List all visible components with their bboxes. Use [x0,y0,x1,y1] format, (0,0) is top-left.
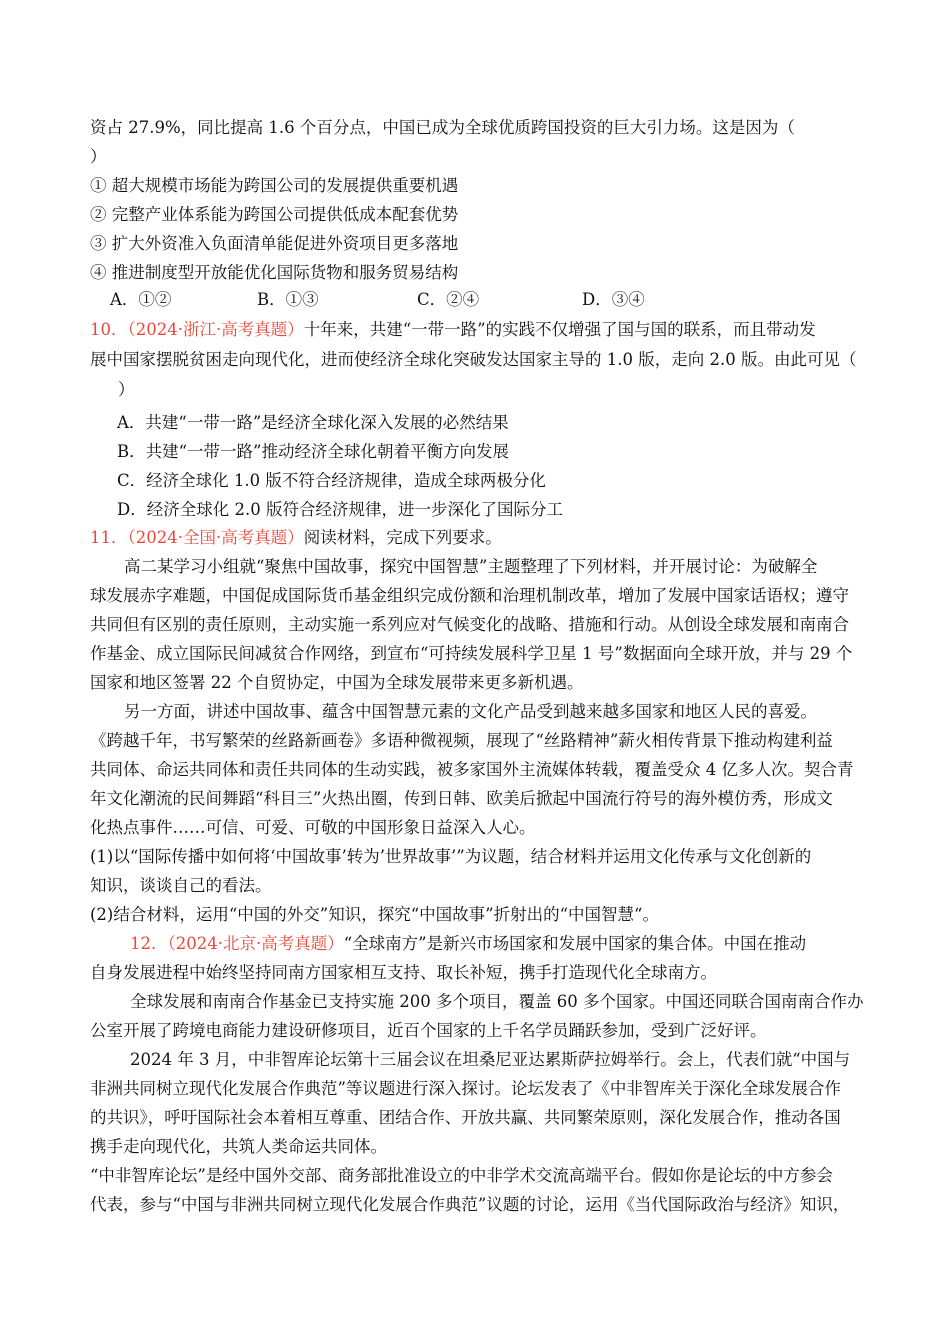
q11-para1-line1: 高二某学习小组就“聚焦中国故事，探究中国智慧”主题整理了下列材料，并开展讨论：为破解全 [124,557,818,576]
q11-para2-line3: 共同体、命运共同体和责任共同体的生动实践，被多家国外主流媒体转载，覆盖受众 4 亿多人次。契合青 [90,760,854,779]
q12-para3-line3: 的共识》，呼吁国际社会本着相互尊重、团结合作、开放共赢、共同繁荣原则，深化发展合作，推动各国 [90,1108,841,1127]
q11-req1-line2: 知识，谈谈自己的看法。 [90,876,272,895]
q9-option-d: D．③④ [582,290,645,309]
q9-item-1: ① 超大规模市场能为跨国公司的发展提供重要机遇 [90,176,459,195]
q10-number: 10． [90,320,128,339]
q11-source: （2024·全国·高考真题） [127,528,304,547]
q11-para2-line4: 年文化潮流的民间舞蹈“科目三”火热出圈，传到日韩、欧美后掀起中国流行符号的海外模仿秀，形成文 [90,789,833,808]
q11-para2-line1: 另一方面，讲述中国故事、蕴含中国智慧元素的文化产品受到越来越多国家和地区人民的喜爱。 [124,702,817,721]
q12-number: 12． [130,934,168,953]
q11-para1-line4: 作基金、成立国际民间减贫合作网络，到宣布“可持续发展科学卫星 1 号”数据面向全球开放，并与 29 个 [90,644,853,663]
q12-para4-line2: 代表，参与“中国与非洲共同树立现代化发展合作典范”议题的讨论，运用《当代国际政治与经济》知识， [90,1195,850,1214]
q10-stem-line3: ） [118,380,135,399]
q11-number: 11． [90,528,128,547]
q11-para1-line5: 国家和地区签署 22 个自贸协定，中国为全球发展带来更多新机遇。 [90,673,584,692]
q10-stem-line1: 十年来，共建“一带一路”的实践不仅增强了国与国的联系，而且带动发 [303,320,816,339]
q9-item-4: ④ 推进制度型开放能优化国际货物和服务贸易结构 [90,263,459,282]
q10-header [90,320,816,340]
q9-option-c: C．②④ [417,290,480,309]
q11-stem: 阅读材料，完成下列要求。 [303,528,502,547]
q11-para1-line2: 球发展赤字难题，中国促成国际货币基金组织完成份额和治理机制改革，增加了发展中国家话语权；遵守 [90,586,849,605]
q12-para4-line1: “中非智库论坛”是经中国外交部、商务部批准设立的中非学术交流高端平台。假如你是论坛的中方参会 [90,1166,833,1185]
q12-stem-line2: 自身发展进程中始终坚持同南方国家相互支持、取长补短，携手打造现代化全球南方。 [90,963,717,982]
q10-option-d: D．经济全球化 2.0 版符合经济规律，进一步深化了国际分工 [117,500,563,519]
q12-para3-line2: 非洲共同树立现代化发展合作典范”等议题进行深入探讨。论坛发表了《中非智库关于深化全球发展合作 [90,1079,841,1098]
q11-para2-line5: 化热点事件……可信、可爱、可敬的中国形象日益深入人心。 [90,818,536,837]
q9-stem-line2: ） [90,147,107,166]
q12-para3-line4: 携手走向现代化，共筑人类命运共同体。 [90,1137,387,1156]
q9-stem-line1: 资占 27.9%，同比提高 1.6 个百分点，中国已成为全球优质跨国投资的巨大引力场。这是因为（ [90,118,795,137]
q9-item-3: ③ 扩大外资准入负面清单能促进外资项目更多落地 [90,234,459,253]
q11-para2-line2: 《跨越千年，书写繁荣的丝路新画卷》多语种微视频，展现了“丝路精神”薪火相传背景下推动构建利益 [90,731,833,750]
q9-item-2: ② 完整产业体系能为跨国公司提供低成本配套优势 [90,205,459,224]
q12-para2-line1: 全球发展和南南合作基金已支持实施 200 多个项目，覆盖 60 多个国家。中国还同联合国南南合作办 [130,992,864,1011]
q11-req2: (2)结合材料，运用“中国的外交”知识，探究“中国故事”折射出的“中国智慧“。 [90,905,659,924]
q9-option-b: B．①③ [257,290,319,309]
q10-option-c: C．经济全球化 1.0 版不符合经济规律，造成全球两极分化 [117,471,546,490]
q10-stem-line2: 展中国家摆脱贫困走向现代化，进而使经济全球化突破发达国家主导的 1.0 版，走向 2.0 版。由此可见（ [90,350,857,369]
q12-source: （2024·北京·高考真题） [167,934,344,953]
q12-stem-line1: “全球南方”是新兴市场国家和发展中国家的集合体。中国在推动 [343,934,807,953]
q11-header [90,528,502,548]
q11-para1-line3: 共同但有区别的责任原则，主动实施一系列应对气候变化的战略、措施和行动。从创设全球发展和南南合 [90,615,849,634]
q10-source: （2024·浙江·高考真题） [127,320,304,339]
q9-option-a: A．①② [110,290,172,309]
q12-para2-line2: 公室开展了跨境电商能力建设研修项目，近百个国家的上千名学员踊跃参加，受到广泛好评。 [90,1021,767,1040]
q12-header [130,934,806,954]
q10-option-a: A．共建“一带一路”是经济全球化深入发展的必然结果 [117,413,509,432]
q12-para3-line1: 2024 年 3 月，中非智库论坛第十三届会议在坦桑尼亚达累斯萨拉姆举行。会上，代表们就“中国与 [130,1050,851,1069]
q10-option-b: B．共建“一带一路”推动经济全球化朝着平衡方向发展 [117,442,509,461]
q11-req1-line1: (1)以“国际传播中如何将‘中国故事’转为’世界故事’”为议题，结合材料并运用文化传承与文化创新的 [90,847,812,866]
